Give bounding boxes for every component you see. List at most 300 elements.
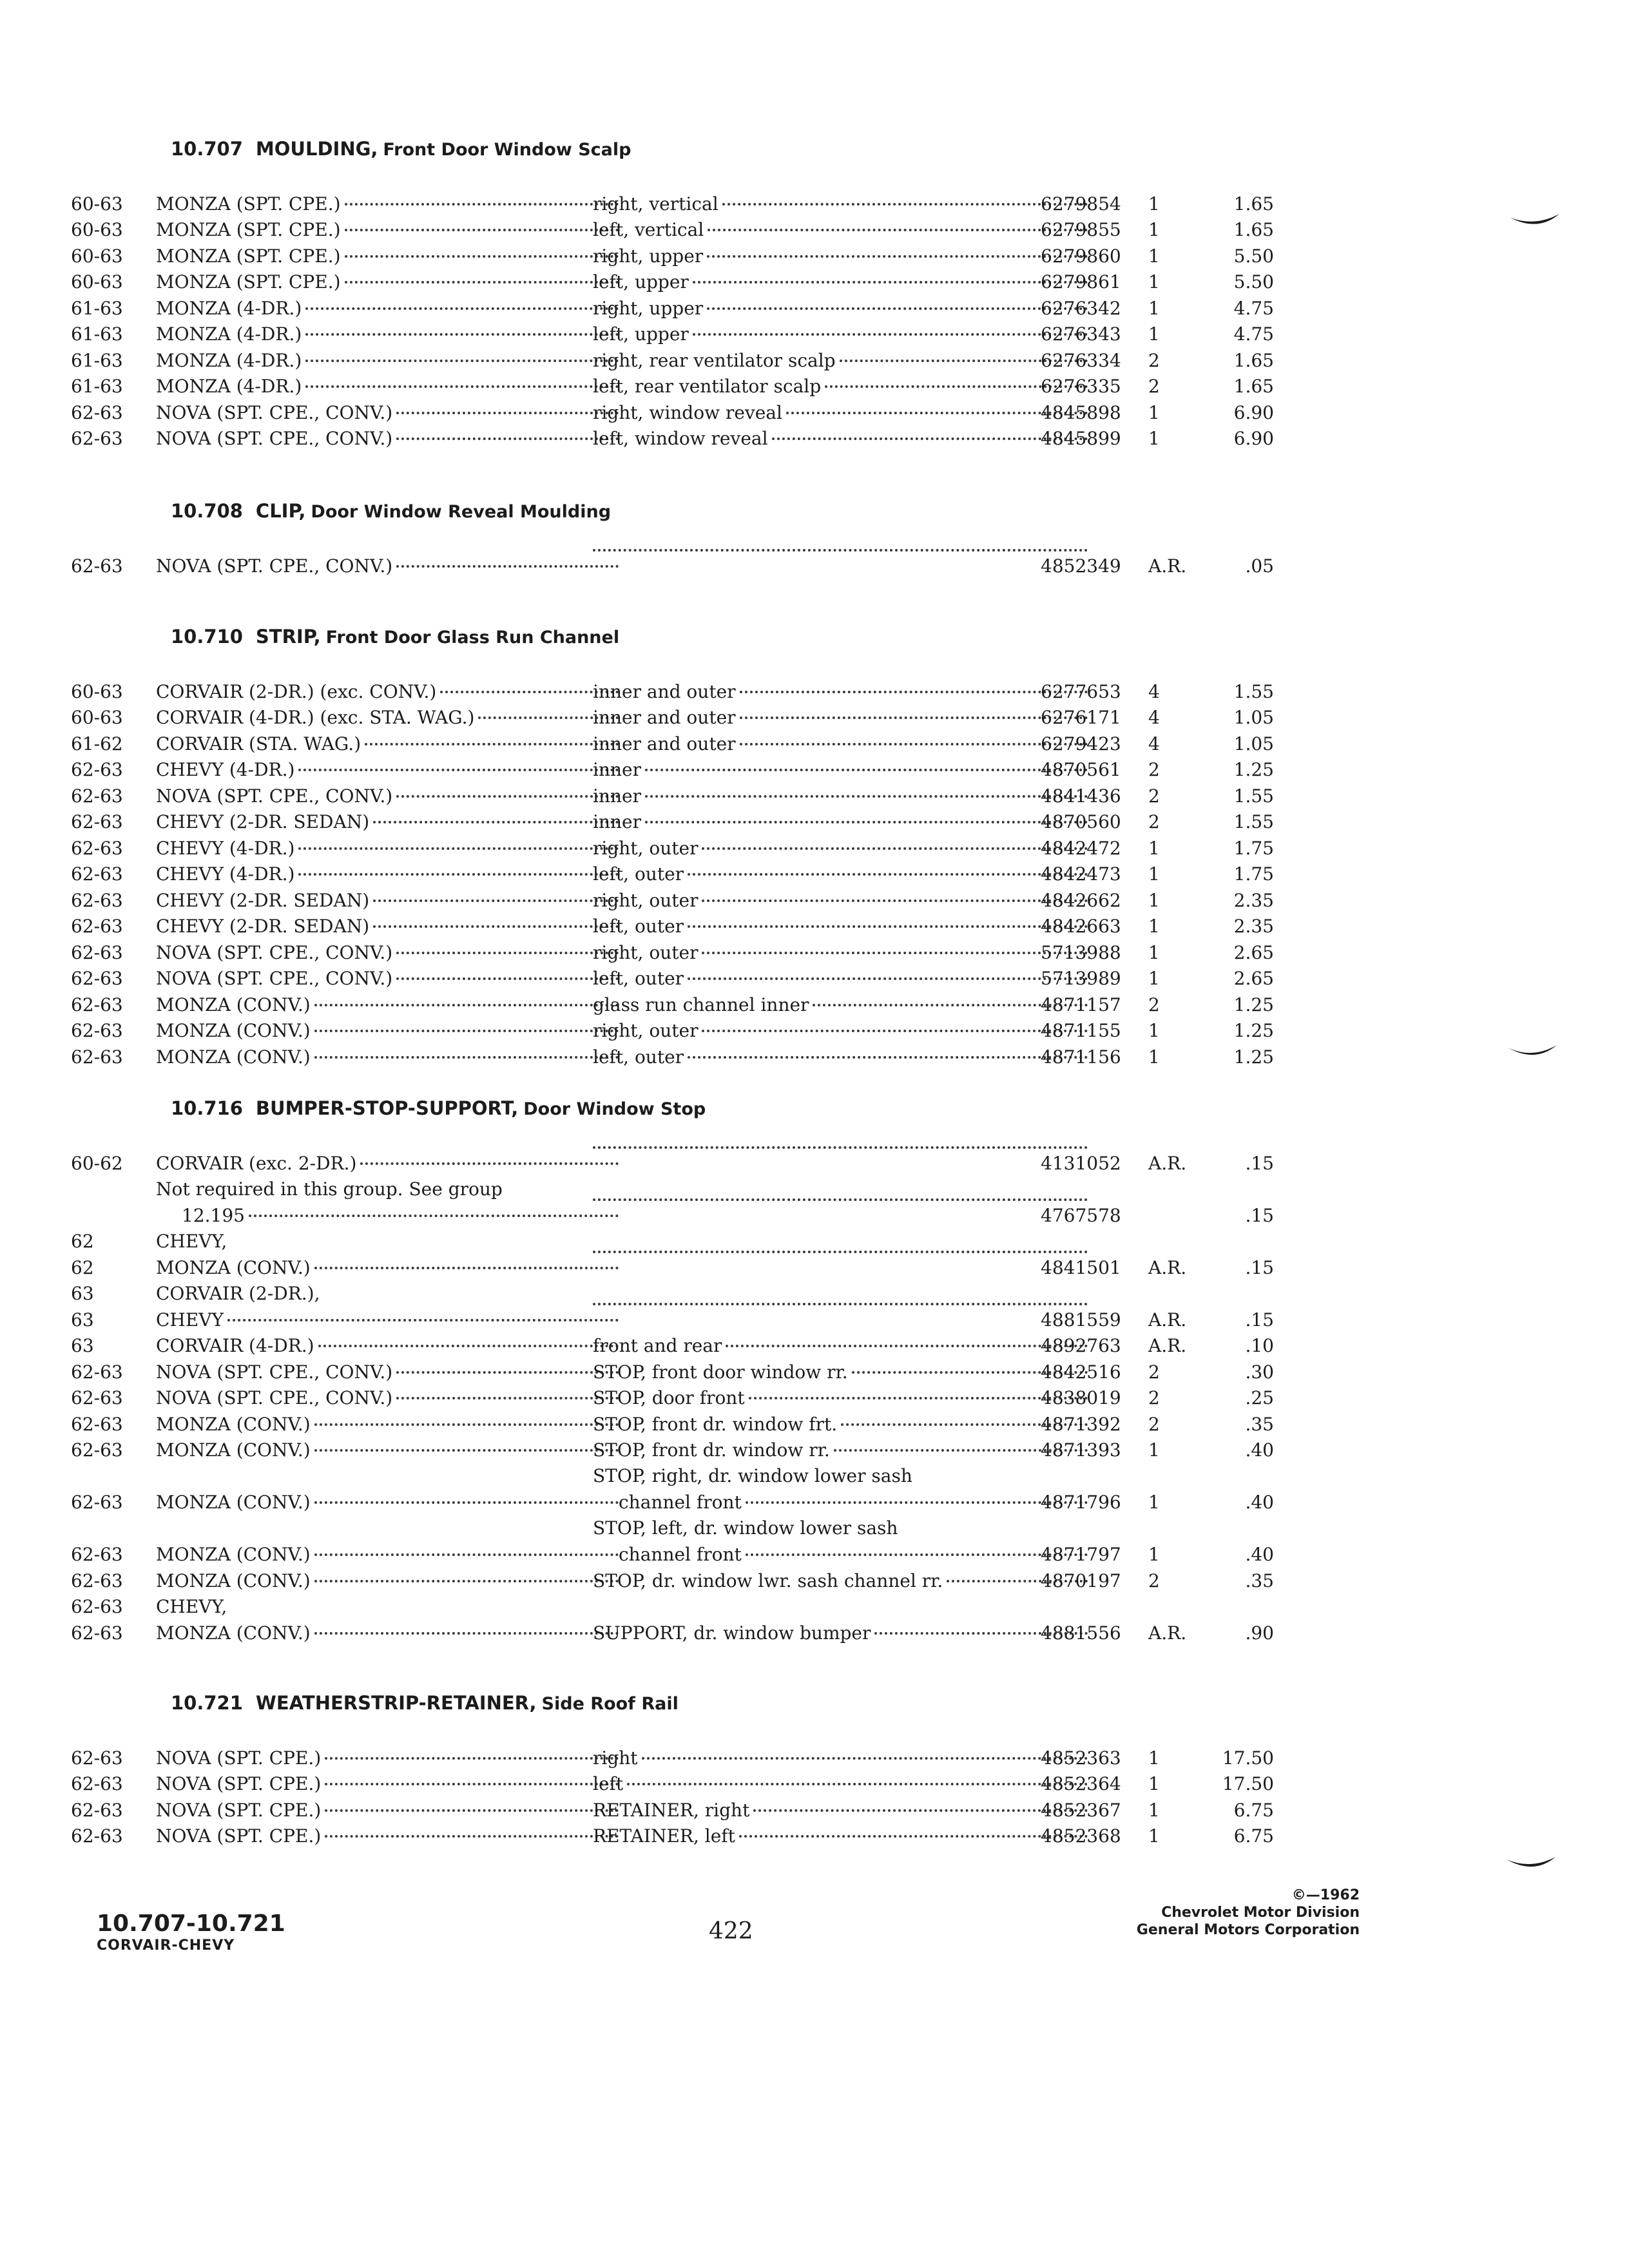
model-text: MONZA (CONV.) (156, 1544, 311, 1565)
section-number: 10.707 (171, 138, 243, 160)
model-text: CHEVY (4-DR.) (156, 837, 295, 859)
year-range: 62-63 (71, 1544, 123, 1565)
description (593, 1229, 1102, 1281)
quantity: A.R. (1148, 555, 1187, 577)
year-range: 60-63 (71, 271, 123, 293)
part-number: 4838019 (1041, 1387, 1121, 1408)
model (156, 1463, 633, 1515)
description-text: right, outer (593, 889, 699, 911)
part-number: 6276171 (1041, 707, 1121, 728)
description-text: STOP, front dr. window rr. (593, 1439, 830, 1461)
model-text: 12.195 (182, 1204, 245, 1226)
quantity: 2 (1148, 376, 1160, 397)
part-number: 6276343 (1041, 323, 1121, 345)
section-heading (171, 1093, 1276, 1123)
description-text: RETAINER, right (593, 1799, 750, 1821)
footer-corporation: General Motors Corporation (1136, 1922, 1360, 1938)
model-text: CORVAIR (exc. 2-DR.) (156, 1152, 357, 1174)
year-range: 61-63 (71, 376, 123, 397)
dot-leader (396, 437, 619, 440)
dot-leader (746, 1501, 1088, 1504)
year-range: 62-63 (71, 1046, 123, 1068)
model (156, 1594, 633, 1646)
footer-group-info (97, 1911, 285, 1955)
description-text: inner and outer (593, 733, 736, 754)
part-number: 4842662 (1041, 889, 1121, 911)
model-text: CHEVY (4-DR.) (156, 759, 295, 780)
model-text: MONZA (CONV.) (156, 1439, 311, 1461)
footer-copyright: ©—1962 (1291, 1887, 1360, 1903)
description-text: right, window reveal (593, 401, 782, 423)
list-price: .05 (1245, 555, 1274, 577)
model-text: NOVA (SPT. CPE., CONV.) (156, 785, 393, 807)
model-text: MONZA (SPT. CPE.) (156, 219, 341, 240)
quantity: 1 (1148, 1773, 1160, 1794)
year-range: 62-63 (71, 555, 123, 577)
list-price: 17.50 (1222, 1773, 1274, 1794)
part-number: 6279855 (1041, 219, 1121, 240)
quantity: 1 (1148, 219, 1160, 240)
section-name: CLIP, (255, 500, 306, 522)
section-description: Front Door Window Scalp (383, 140, 631, 160)
description-text: right (593, 1747, 638, 1769)
year-range: 60-63 (71, 707, 123, 728)
section-name: WEATHERSTRIP-RETAINER, (255, 1692, 537, 1714)
dot-leader (325, 1835, 619, 1838)
year-range: 62-63 (71, 1387, 123, 1408)
dot-leader (593, 1198, 1088, 1201)
model-text: MONZA (4-DR.) (156, 323, 302, 345)
section-name: MOULDING, (255, 138, 378, 160)
part-number: 4841436 (1041, 785, 1121, 807)
part-row (71, 553, 1276, 579)
description-text: right, outer (593, 1020, 699, 1041)
model-text: CHEVY (2-DR. SEDAN) (156, 811, 370, 832)
dot-leader (593, 1303, 1088, 1305)
quantity: 1 (1148, 297, 1160, 319)
model-text: NOVA (SPT. CPE., CONV.) (156, 1361, 393, 1383)
model-text: CHEVY (4-DR.) (156, 863, 295, 885)
list-price: 17.50 (1222, 1747, 1274, 1769)
year-range: 62-63 (71, 428, 123, 449)
description-text: left, window reveal (593, 428, 768, 449)
list-price: .15 (1245, 1204, 1274, 1226)
list-price: .40 (1245, 1439, 1274, 1461)
year-range: 62-63 (71, 785, 123, 807)
dot-leader (688, 1056, 1088, 1059)
description-text: SUPPORT, dr. window bumper (593, 1622, 871, 1644)
quantity: A.R. (1148, 1256, 1187, 1278)
description-text: right, upper (593, 297, 704, 319)
dot-leader (593, 1251, 1088, 1253)
section-description: Side Roof Rail (541, 1694, 679, 1714)
part-number: 4871157 (1041, 994, 1121, 1015)
quantity: 2 (1148, 785, 1160, 807)
list-price: 2.65 (1233, 941, 1274, 963)
section-description: Door Window Reveal Moulding (311, 502, 612, 522)
description-text: left, outer (593, 968, 684, 989)
model-text: NOVA (SPT. CPE., CONV.) (156, 428, 393, 449)
part-number: 4871796 (1041, 1492, 1121, 1513)
model-text: MONZA (CONV.) (156, 1492, 311, 1513)
part-number: 4842473 (1041, 863, 1121, 885)
part-number: 6276335 (1041, 376, 1121, 397)
description-text: left, rear ventilator scalp (593, 376, 822, 397)
quantity: 1 (1148, 1492, 1160, 1513)
year-range: 62-63 (71, 889, 123, 911)
description (593, 1177, 1102, 1229)
quantity: 1 (1148, 1046, 1160, 1068)
year-range: 61-62 (71, 733, 123, 754)
description (593, 1797, 1102, 1849)
year-range: 62-63 (71, 1596, 123, 1617)
description-text: right, outer (593, 837, 699, 859)
list-price: 4.75 (1233, 297, 1274, 319)
description-text: left (593, 1773, 624, 1794)
list-price: .35 (1245, 1413, 1274, 1435)
description-text: STOP, dr. window lwr. sash channel rr. (593, 1570, 943, 1591)
part-number: 4870561 (1041, 759, 1121, 780)
list-price: .15 (1245, 1309, 1274, 1331)
section-heading (171, 134, 1276, 164)
quantity: A.R. (1148, 1335, 1187, 1356)
model-text: CHEVY (156, 1309, 224, 1331)
model (156, 1018, 633, 1070)
description-text: right, vertical (593, 193, 718, 215)
quantity: 1 (1148, 941, 1160, 963)
part-number: 4845898 (1041, 401, 1121, 423)
list-price: 2.35 (1233, 889, 1274, 911)
model-text: NOVA (SPT. CPE., CONV.) (156, 1387, 393, 1408)
page-number: 422 (709, 1918, 753, 1945)
year-range: 61-63 (71, 323, 123, 345)
part-number: 6276342 (1041, 297, 1121, 319)
model-text: NOVA (SPT. CPE., CONV.) (156, 941, 393, 963)
section-10-716 (71, 1093, 1276, 1646)
part-row (71, 1620, 1276, 1646)
list-price: 1.65 (1233, 193, 1274, 215)
year-range: 62-63 (71, 1361, 123, 1383)
quantity: 1 (1148, 193, 1160, 215)
list-price: 1.25 (1233, 1046, 1274, 1068)
dot-leader (314, 1501, 619, 1504)
part-number: 4852363 (1041, 1747, 1121, 1769)
quantity: A.R. (1148, 1152, 1187, 1174)
model-text: MONZA (4-DR.) (156, 376, 302, 397)
quantity: 1 (1148, 1020, 1160, 1041)
description (593, 1542, 1102, 1594)
description-text: inner and outer (593, 707, 736, 728)
list-price: 1.05 (1233, 707, 1274, 728)
parts-rows (71, 191, 1276, 452)
description-text: inner and outer (593, 680, 736, 702)
part-row (71, 1463, 1276, 1515)
year-range: 62-63 (71, 1020, 123, 1041)
section-number: 10.721 (171, 1692, 243, 1714)
part-number: 6279861 (1041, 271, 1121, 293)
section-10-707 (71, 134, 1276, 452)
quantity: 1 (1148, 401, 1160, 423)
list-price: 2.65 (1233, 968, 1274, 989)
section-heading (171, 622, 1276, 651)
list-price: 1.05 (1233, 733, 1274, 754)
year-range: 62-63 (71, 1773, 123, 1794)
part-number: 4841501 (1041, 1256, 1121, 1278)
section-number: 10.716 (171, 1097, 243, 1119)
list-price: 2.35 (1233, 916, 1274, 937)
year-range: 62-63 (71, 863, 123, 885)
model-text: CORVAIR (4-DR.) (156, 1335, 314, 1356)
quantity: A.R. (1148, 1309, 1187, 1331)
part-number: 4881556 (1041, 1622, 1121, 1644)
list-price: 1.55 (1233, 785, 1274, 807)
description-text: left, vertical (593, 219, 704, 240)
quantity: 1 (1148, 889, 1160, 911)
dot-leader (396, 565, 619, 568)
section-10-708 (71, 496, 1276, 579)
quantity: 4 (1148, 733, 1160, 754)
model-text: MONZA (SPT. CPE.) (156, 193, 341, 215)
quantity: 1 (1148, 1799, 1160, 1821)
description-text: channel front (619, 1492, 742, 1513)
part-row (71, 426, 1276, 452)
list-price: 6.90 (1233, 401, 1274, 423)
model-text: NOVA (SPT. CPE.) (156, 1825, 322, 1847)
year-range: 62-63 (71, 968, 123, 989)
list-price: 1.25 (1233, 994, 1274, 1015)
description-text: channel front (619, 1544, 742, 1565)
list-price: .15 (1245, 1152, 1274, 1174)
parts-rows (71, 678, 1276, 1070)
model-text: MONZA (CONV.) (156, 994, 311, 1015)
quantity: 1 (1148, 863, 1160, 885)
part-row (71, 1823, 1276, 1850)
year-range: 62-63 (71, 401, 123, 423)
parts-rows (71, 1150, 1276, 1646)
year-range: 62-63 (71, 1413, 123, 1435)
model-text: MONZA (CONV.) (156, 1046, 311, 1068)
description-text: left, outer (593, 1046, 684, 1068)
model-text: CHEVY (2-DR. SEDAN) (156, 889, 370, 911)
year-range: 62 (71, 1231, 94, 1252)
description (593, 527, 1102, 579)
parts-rows (71, 1745, 1276, 1849)
quantity: 2 (1148, 1570, 1160, 1591)
part-number: 4881559 (1041, 1309, 1121, 1331)
model (156, 399, 633, 452)
description (593, 399, 1102, 452)
section-10-721 (71, 1688, 1276, 1849)
dot-leader (593, 1146, 1088, 1149)
list-price: 6.75 (1233, 1825, 1274, 1847)
list-price: .40 (1245, 1492, 1274, 1513)
description-text: STOP, front dr. window frt. (593, 1413, 838, 1435)
year-range: 62-63 (71, 811, 123, 832)
description-text: left, outer (593, 863, 684, 885)
binding-hole-mark-icon (1505, 1856, 1557, 1875)
dot-leader (360, 1162, 619, 1165)
list-price: 5.50 (1233, 271, 1274, 293)
list-price: 5.50 (1233, 245, 1274, 267)
quantity: 1 (1148, 1439, 1160, 1461)
year-range: 60-63 (71, 193, 123, 215)
model (156, 1124, 633, 1177)
year-range: 62-63 (71, 916, 123, 937)
list-price: 1.25 (1233, 759, 1274, 780)
model-text: CORVAIR (4-DR.) (exc. STA. WAG.) (156, 707, 475, 728)
quantity: 1 (1148, 837, 1160, 859)
model-text: Not required in this group. See group (156, 1178, 503, 1200)
section-description: Door Window Stop (523, 1099, 706, 1119)
year-range: 62-63 (71, 1825, 123, 1847)
footer-publisher (1137, 1887, 1360, 1939)
part-row (71, 1150, 1276, 1177)
footer-group-range: 10.707-10.721 (97, 1910, 285, 1937)
list-price: .15 (1245, 1256, 1274, 1278)
model (156, 1411, 633, 1463)
description (593, 1463, 1102, 1515)
description-text: STOP, right, dr. window lower sash (593, 1465, 912, 1486)
list-price: 1.55 (1233, 811, 1274, 832)
part-number: 4871797 (1041, 1544, 1121, 1565)
year-range: 61-63 (71, 297, 123, 319)
model-text: CHEVY, (156, 1596, 227, 1617)
part-number: 6279860 (1041, 245, 1121, 267)
year-range: 62-63 (71, 1570, 123, 1591)
part-number: 4871155 (1041, 1020, 1121, 1041)
year-range: 62-63 (71, 941, 123, 963)
year-range: 62-63 (71, 1439, 123, 1461)
model-text: MONZA (SPT. CPE.) (156, 271, 341, 293)
description-text: right, upper (593, 245, 704, 267)
description-text: inner (593, 785, 641, 807)
part-number: 4852349 (1041, 555, 1121, 577)
part-number: 4852367 (1041, 1799, 1121, 1821)
year-range: 62-63 (71, 994, 123, 1015)
year-range: 62 (71, 1256, 94, 1278)
model-text: CHEVY (2-DR. SEDAN) (156, 916, 370, 937)
part-number: 4871392 (1041, 1413, 1121, 1435)
section-heading (171, 496, 1276, 526)
quantity: 2 (1148, 759, 1160, 780)
part-number: 4870560 (1041, 811, 1121, 832)
quantity: 1 (1148, 1825, 1160, 1847)
dot-leader (739, 1835, 1088, 1838)
part-number: 4852364 (1041, 1773, 1121, 1794)
model-text: MONZA (4-DR.) (156, 349, 302, 371)
quantity: 2 (1148, 1387, 1160, 1408)
quantity: 1 (1148, 245, 1160, 267)
year-range: 62-63 (71, 1622, 123, 1644)
description-text: STOP, door front (593, 1387, 745, 1408)
model-text: CHEVY, (156, 1231, 227, 1252)
quantity: 1 (1148, 916, 1160, 937)
list-price: 1.65 (1233, 376, 1274, 397)
part-number: 4871393 (1041, 1439, 1121, 1461)
description-text: right, rear ventilator scalp (593, 349, 836, 371)
footer-division: Chevrolet Motor Division (1161, 1905, 1360, 1921)
part-number: 4845899 (1041, 428, 1121, 449)
description-text: inner (593, 759, 641, 780)
part-number: 6276334 (1041, 349, 1121, 371)
part-number: 6279423 (1041, 733, 1121, 754)
part-row (71, 1437, 1276, 1464)
year-range: 60-62 (71, 1152, 123, 1174)
year-range: 61-63 (71, 349, 123, 371)
model-text: NOVA (SPT. CPE., CONV.) (156, 555, 393, 577)
description (593, 1411, 1102, 1463)
model-text: CORVAIR (2-DR.) (exc. CONV.) (156, 680, 437, 702)
quantity: 2 (1148, 349, 1160, 371)
list-price: 6.90 (1233, 428, 1274, 449)
part-number: 4131052 (1041, 1152, 1121, 1174)
description-text: left, upper (593, 323, 689, 345)
binding-hole-mark-icon (1509, 213, 1561, 232)
list-price: 1.75 (1233, 837, 1274, 859)
part-number: 5713989 (1041, 968, 1121, 989)
description-text: inner (593, 811, 641, 832)
model-text: NOVA (SPT. CPE.) (156, 1747, 322, 1769)
model-text: NOVA (SPT. CPE., CONV.) (156, 401, 393, 423)
model-text: NOVA (SPT. CPE.) (156, 1799, 322, 1821)
list-price: 4.75 (1233, 323, 1274, 345)
description-text: right, outer (593, 941, 699, 963)
model (156, 527, 633, 579)
quantity: 2 (1148, 1361, 1160, 1383)
part-number: 4852368 (1041, 1825, 1121, 1847)
part-number: 4842516 (1041, 1361, 1121, 1383)
section-heading (171, 1688, 1276, 1718)
description-text: left, outer (593, 916, 684, 937)
quantity: 2 (1148, 811, 1160, 832)
quantity: 1 (1148, 271, 1160, 293)
description-text: left, upper (593, 271, 689, 293)
list-price: 1.75 (1233, 863, 1274, 885)
quantity: 1 (1148, 1544, 1160, 1565)
year-range: 60-63 (71, 219, 123, 240)
description (593, 1124, 1102, 1177)
part-row (71, 1044, 1276, 1070)
year-range: 60-63 (71, 245, 123, 267)
description (593, 1018, 1102, 1070)
year-range: 62-63 (71, 837, 123, 859)
dot-leader (314, 1056, 619, 1059)
description-text: RETAINER, left (593, 1825, 735, 1847)
list-price: 6.75 (1233, 1799, 1274, 1821)
section-number: 10.710 (171, 626, 243, 648)
binding-hole-mark-icon (1507, 1044, 1558, 1063)
quantity: 4 (1148, 707, 1160, 728)
year-range: 63 (71, 1309, 94, 1331)
quantity: 2 (1148, 1413, 1160, 1435)
year-range: 63 (71, 1283, 94, 1304)
model-text: CORVAIR (2-DR.), (156, 1283, 320, 1304)
model-text: MONZA (CONV.) (156, 1256, 311, 1278)
quantity: 2 (1148, 994, 1160, 1015)
year-range: 60-63 (71, 680, 123, 702)
list-price: .40 (1245, 1544, 1274, 1565)
model-text: MONZA (SPT. CPE.) (156, 245, 341, 267)
section-name: STRIP, (255, 626, 321, 648)
footer-subtitle: CORVAIR-CHEVY (97, 1937, 235, 1954)
section-name: BUMPER-STOP-SUPPORT, (255, 1097, 519, 1119)
part-number: 4842472 (1041, 837, 1121, 859)
description-text: front and rear (593, 1335, 722, 1356)
dot-leader (593, 549, 1088, 552)
model-text: MONZA (CONV.) (156, 1570, 311, 1591)
model-text: NOVA (SPT. CPE.) (156, 1773, 322, 1794)
list-price: .35 (1245, 1570, 1274, 1591)
